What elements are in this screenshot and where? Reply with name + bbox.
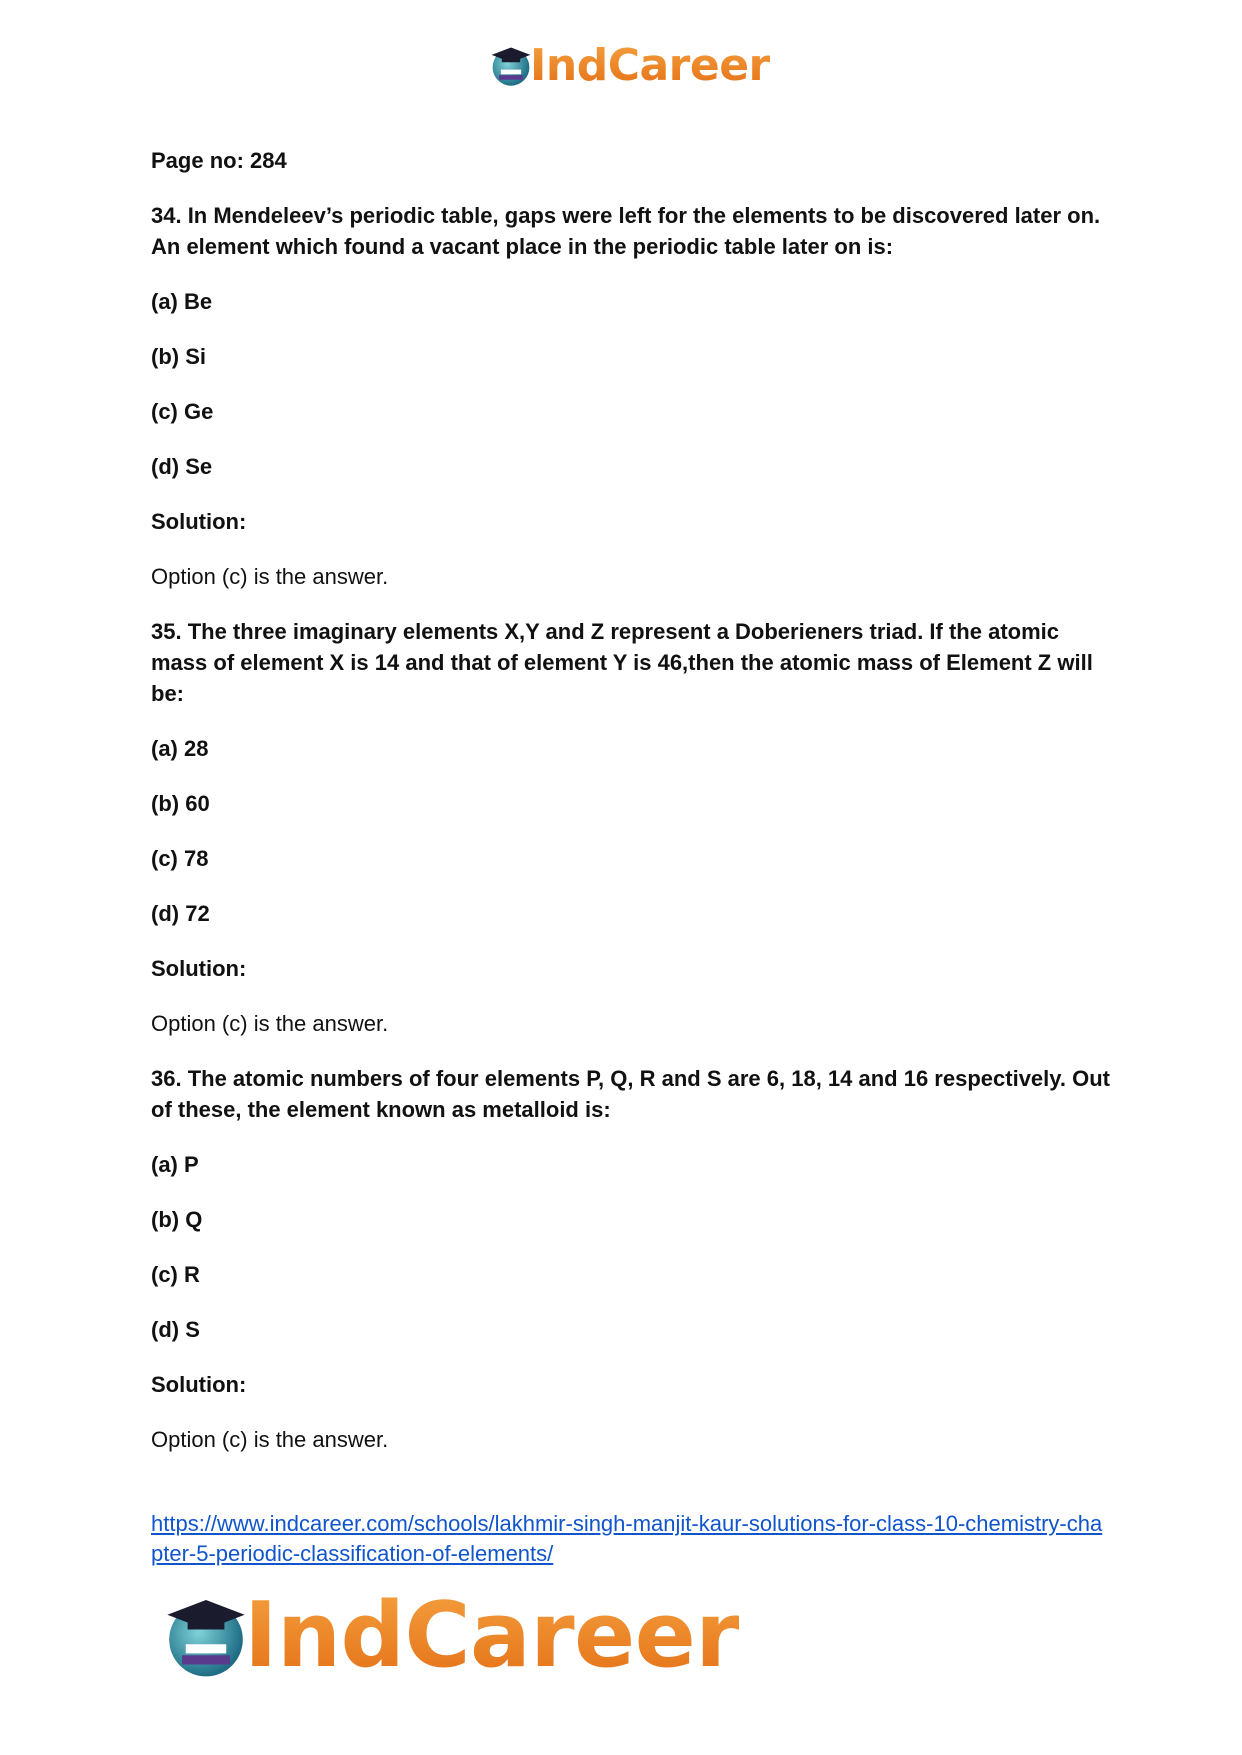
brand-wordmark: IndCareer	[530, 39, 770, 91]
document-body	[151, 145, 1111, 1569]
header-logo	[488, 40, 770, 90]
option-item: (a) P	[151, 1152, 199, 1177]
option-item: (d) S	[151, 1317, 200, 1342]
option-item: (b) 60	[151, 791, 210, 816]
answer-text: Option (c) is the answer.	[151, 564, 389, 589]
solution-label: Solution:	[151, 956, 247, 981]
option-item: (a) 28	[151, 736, 209, 761]
question-text: 35. The three imaginary elements X,Y and Z represent a Doberieners triad. If the atomic mass of element X is 14 and that of element Y is 46,then the atomic mass of Element Z will be:	[151, 619, 1093, 706]
page-number: Page no: 284	[151, 148, 287, 173]
answer-text: Option (c) is the answer.	[151, 1011, 389, 1036]
answer-text: Option (c) is the answer.	[151, 1427, 389, 1452]
option-item: (c) R	[151, 1262, 200, 1287]
question-block	[151, 1063, 1111, 1455]
option-item: (b) Si	[151, 344, 206, 369]
option-item: (d) Se	[151, 454, 213, 479]
option-item: (d) 72	[151, 901, 210, 926]
graduation-globe-icon	[488, 42, 534, 88]
question-text: 34. In Mendeleev’s periodic table, gaps were left for the elements to be discovered later on. An element which found a vacant place in the periodic table later on is:	[151, 203, 1101, 259]
question-text: 36. The atomic numbers of four elements P, Q, R and S are 6, 18, 14 and 16 respectively. Out of these, the element known as metalloid is:	[151, 1066, 1110, 1122]
solution-label: Solution:	[151, 1372, 247, 1397]
option-item: (b) Q	[151, 1207, 203, 1232]
source-link[interactable]: https://www.indcareer.com/schools/lakhmir-singh-manjit-kaur-solutions-for-class-10-chemistry-chapter-5-periodic-classification-of-elements/	[151, 1511, 1103, 1566]
option-item: (a) Be	[151, 289, 213, 314]
brand-wordmark: IndCareer	[244, 1582, 740, 1688]
footer-logo	[160, 1582, 740, 1688]
option-item: (c) Ge	[151, 399, 214, 424]
question-block	[151, 616, 1111, 1039]
solution-label: Solution:	[151, 509, 247, 534]
graduation-globe-icon	[160, 1589, 252, 1681]
source-link-block	[151, 1509, 1111, 1569]
question-block	[151, 200, 1111, 592]
option-item: (c) 78	[151, 846, 209, 871]
